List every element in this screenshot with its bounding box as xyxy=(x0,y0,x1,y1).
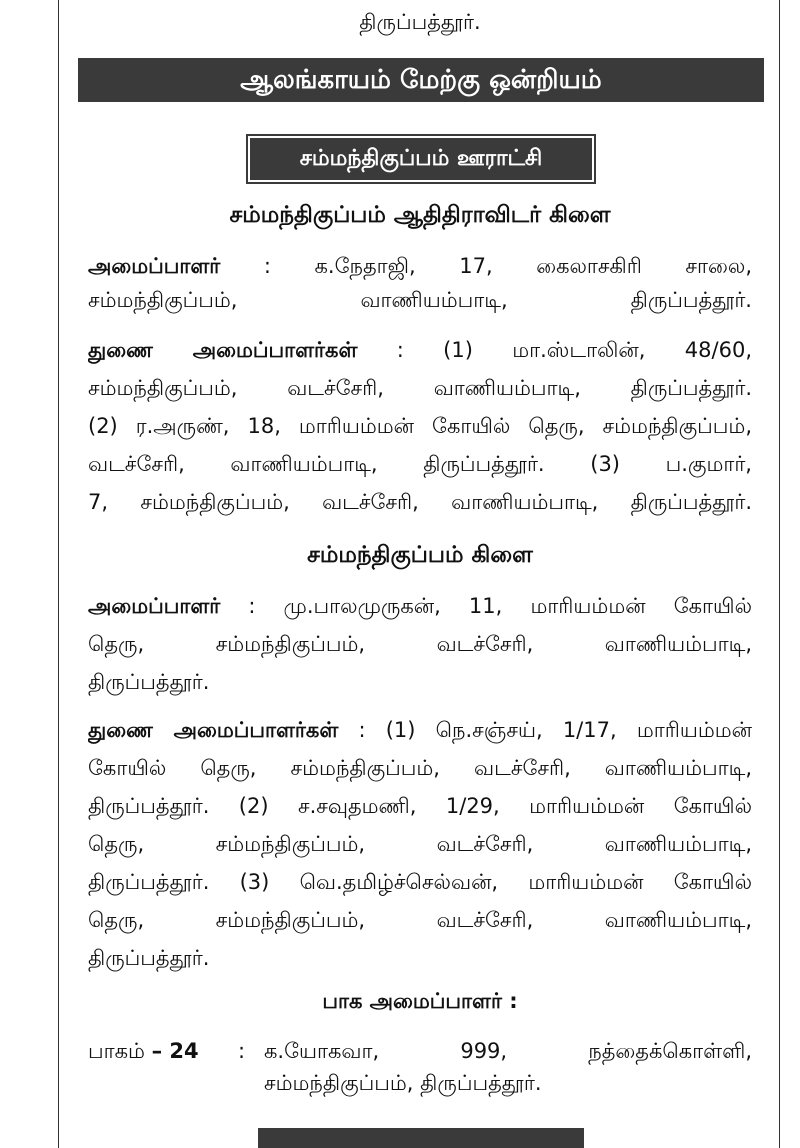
branch2-organizer-line2: தெரு, சம்மந்திகுப்பம், வடச்சேரி, வாணியம்பாடி, xyxy=(88,632,752,656)
branch2-deputy-line3: திருப்பத்தூர். (2) ச.சவுதமணி, 1/29, மாரியம்மன் கோயில் xyxy=(88,794,752,818)
branch1-deputy-line5: 7, சம்மந்திகுப்பம், வடச்சேரி, வாணியம்பாடி, திருப்பத்தூர். xyxy=(88,490,752,514)
organizer-text: : மு.பாலமுருகன், 11, மாரியம்மன் கோயில் xyxy=(220,594,752,618)
booth-line2: சம்மந்திகுப்பம், திருப்பத்தூர். xyxy=(264,1071,542,1095)
deputy-label: துணை அமைப்பாளர்கள் xyxy=(88,338,358,362)
branch1-heading: சம்மந்திகுப்பம் ஆதிதிராவிடர் கிளை xyxy=(229,202,611,228)
branch2-organizer-line1 xyxy=(88,590,752,622)
branch1-organizer-line2: சம்மந்திகுப்பம், வாணியம்பாடி, திருப்பத்தூர். xyxy=(88,288,752,312)
branch2-deputy-line2: கோயில் தெரு, சம்மந்திகுப்பம், வடச்சேரி, வாணியம்பாடி, xyxy=(88,756,752,780)
booth-line1: க.யோகவா, 999, நத்தைக்கொள்ளி, xyxy=(264,1039,752,1063)
branch2-organizer-line3: திருப்பத்தூர். xyxy=(88,670,210,694)
union-title: ஆலங்காயம் மேற்கு ஒன்றியம் xyxy=(78,58,764,102)
branch1-deputy-line1 xyxy=(88,334,752,366)
deputy-text: : (1) மா.ஸ்டாலின், 48/60, xyxy=(357,338,752,362)
booth-number xyxy=(88,1034,199,1068)
branch2-deputy-line6: தெரு, சம்மந்திகுப்பம், வடச்சேரி, வாணியம்பாடி, xyxy=(88,908,752,932)
organizer-label: அமைப்பாளர் xyxy=(88,594,221,618)
booth-heading: பாக அமைப்பாளர் : xyxy=(322,989,518,1013)
branch2-heading: சம்மந்திகுப்பம் கிளை xyxy=(307,542,533,568)
booth-colon: : xyxy=(238,1039,246,1063)
branch2-deputy-line1 xyxy=(88,714,752,746)
top-line: திருப்பத்தூர். xyxy=(359,10,481,34)
panchayat-title: சம்மந்திகுப்பம் ஊராட்சி xyxy=(248,136,594,182)
branch1-deputy-line4: வடச்சேரி, வாணியம்பாடி, திருப்பத்தூர். (3) ப.குமார், xyxy=(88,452,752,476)
branch1-deputy-line3: (2) ர.அருண், 18, மாரியம்மன் கோயில் தெரு, சம்மந்திகுப்பம், xyxy=(88,414,752,438)
booth-row xyxy=(88,1034,752,1068)
branch1-organizer-line1 xyxy=(88,250,752,282)
branch2-deputy-line4: தெரு, சம்மந்திகுப்பம், வடச்சேரி, வாணியம்பாடி, xyxy=(88,832,752,856)
branch2-deputy-line5: திருப்பத்தூர். (3) வெ.தமிழ்ச்செல்வன், மாரியம்மன் கோயில் xyxy=(88,870,752,894)
organizer-text: : க.நேதாஜி, 17, கைலாசகிரி சாலை, xyxy=(220,254,752,278)
deputy-label: துணை அமைப்பாளர்கள் xyxy=(88,718,339,742)
branch2-deputy-line7: திருப்பத்தூர். xyxy=(88,946,210,970)
next-section-banner xyxy=(258,1128,584,1148)
organizer-label: அமைப்பாளர் xyxy=(88,254,221,278)
deputy-text: : (1) நெ.சஞ்சய், 1/17, மாரியம்மன் xyxy=(338,718,752,742)
branch1-deputy-line2: சம்மந்திகுப்பம், வடச்சேரி, வாணியம்பாடி, திருப்பத்தூர். xyxy=(88,376,752,400)
booth-number-label: பாகம் – 24 xyxy=(88,1039,199,1063)
